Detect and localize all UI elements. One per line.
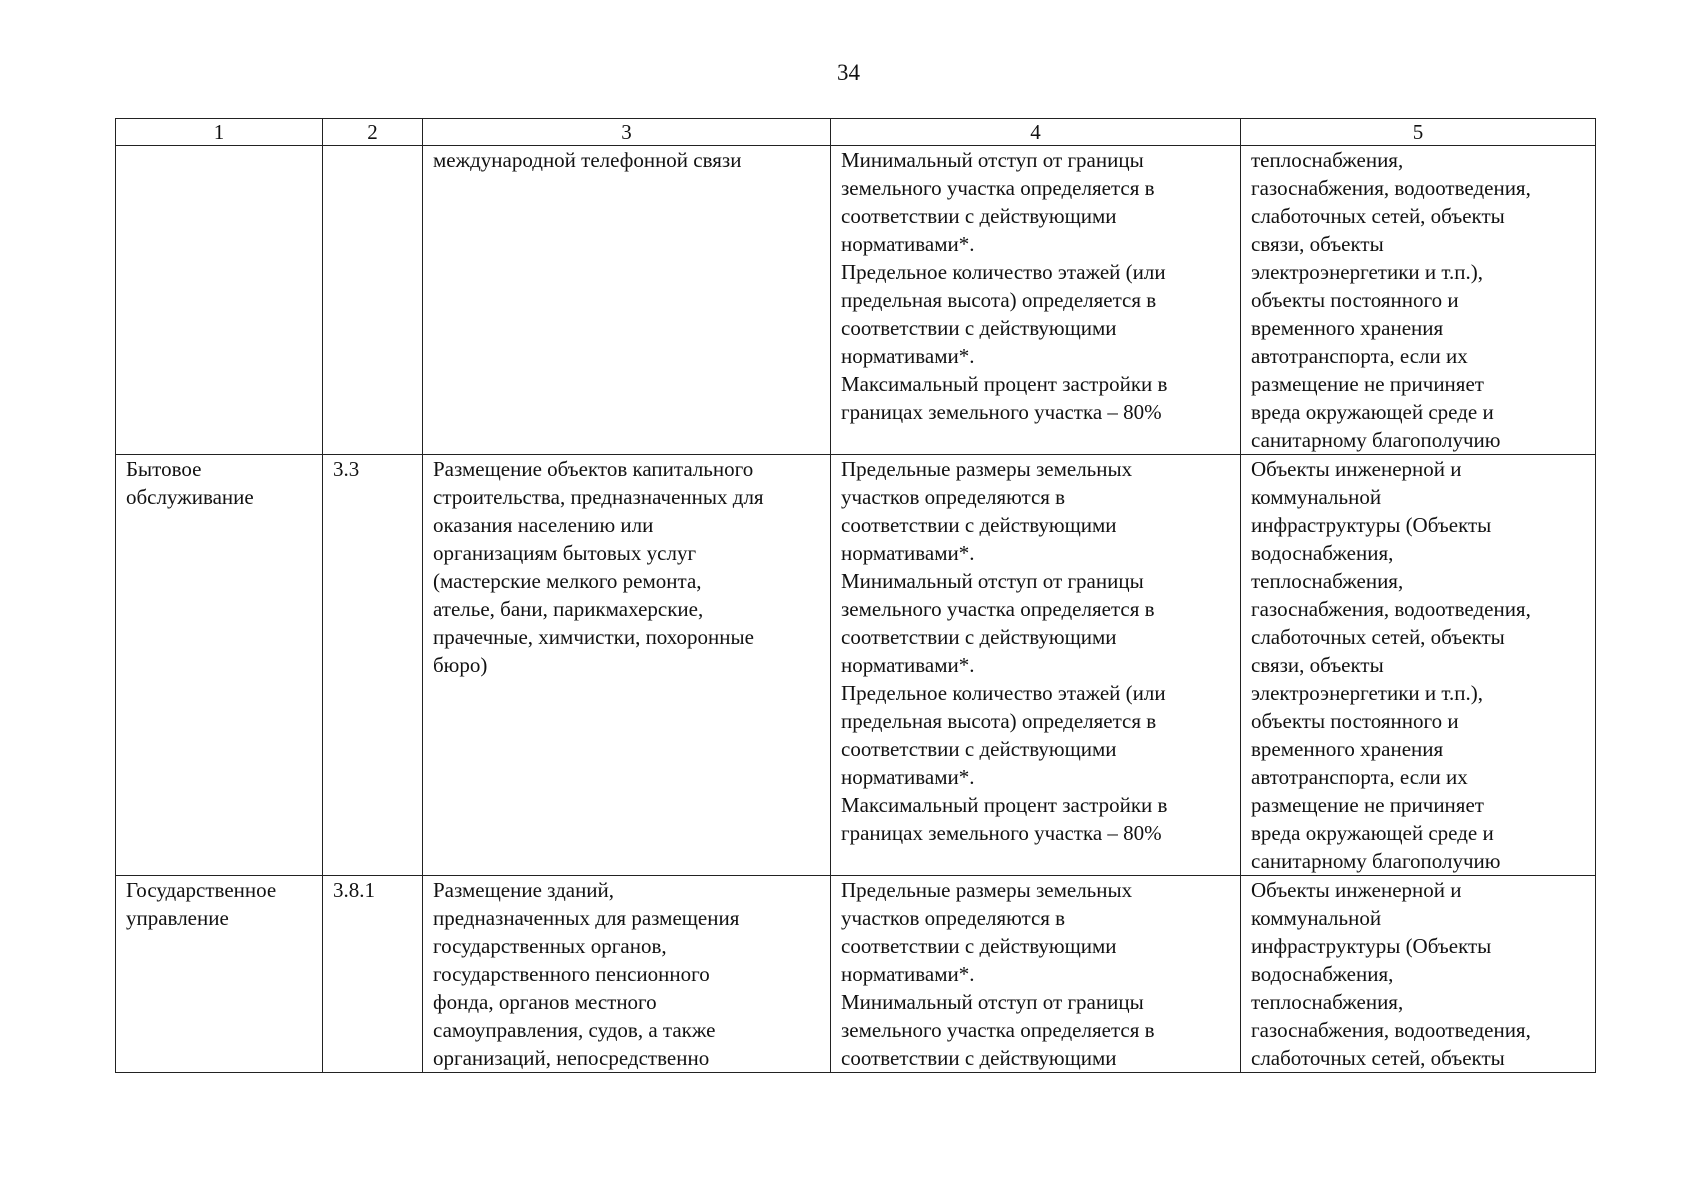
table-row [116, 455, 1596, 876]
use-code: 3.3 [333, 457, 360, 481]
parameters-cell [831, 455, 1241, 876]
use-code-cell [323, 876, 423, 1073]
auxiliary-text: теплоснабжения, газоснабжения, водоотведения, слаботочных сетей, объекты связи, объекты электроэнергетики и т.п.), объекты постоянного и временного хранения автотранспорта, если их размещение не причиняет вреда окружающей среде и санитарному благополучию [1251, 148, 1531, 452]
column-header-4: 4 [831, 119, 1241, 146]
auxiliary-text: Объекты инженерной и коммунальной инфраструктуры (Объекты водоснабжения, теплоснабжения, газоснабжения, водоотведения, слаботочных сетей, объекты [1251, 878, 1531, 1070]
use-name: Государственное управление [126, 878, 277, 930]
page-number: 34 [837, 60, 860, 85]
parameters-cell [831, 876, 1241, 1073]
column-header-2: 2 [323, 119, 423, 146]
use-description: Размещение зданий, предназначенных для размещения государственных органов, государственного пенсионного фонда, органов местного самоуправления, судов, а также организаций, непосредственно [433, 878, 740, 1070]
parameters-cell [831, 146, 1241, 455]
use-name-cell [116, 876, 323, 1073]
use-code-cell [323, 455, 423, 876]
use-description-cell [423, 455, 831, 876]
use-description: международной телефонной связи [433, 148, 742, 172]
use-name: Бытовое обслуживание [126, 457, 254, 509]
column-number-row [116, 119, 1596, 146]
parameters-text: Минимальный отступ от границы земельного участка определяется в соответствии с действующими нормативами*. Предельное количество этажей (или предельная высота) определяется в соответствии с действующими нормативами*. Максимальный процент застройки в границах земельного участка – 80% [841, 148, 1168, 424]
auxiliary-cell [1241, 146, 1596, 455]
use-code-cell [323, 146, 423, 455]
use-description: Размещение объектов капитального строительства, предназначенных для оказания населению или организациям бытовых услуг (мастерские мелкого ремонта, ателье, бани, парикмахерские, прачечные, химчистки, похоронные бюро) [433, 457, 764, 677]
auxiliary-cell [1241, 876, 1596, 1073]
land-use-table [115, 118, 1596, 1073]
use-description-cell [423, 146, 831, 455]
use-name-cell [116, 146, 323, 455]
table-row [116, 146, 1596, 455]
column-header-3: 3 [423, 119, 831, 146]
auxiliary-text: Объекты инженерной и коммунальной инфраструктуры (Объекты водоснабжения, теплоснабжения, газоснабжения, водоотведения, слаботочных сетей, объекты связи, объекты электроэнергетики и т.п.), объекты постоянного и временного хранения автотранспорта, если их размещение не причиняет вреда окружающей среде и санитарному благополучию [1251, 457, 1531, 873]
auxiliary-cell [1241, 455, 1596, 876]
use-name-cell [116, 455, 323, 876]
parameters-text: Предельные размеры земельных участков определяются в соответствии с действующими нормативами*. Минимальный отступ от границы земельного участка определяется в соответствии с действующими нормативами*. Предельное количество этажей (или предельная высота) определяется в соответствии с действующими нормативами*. Максимальный процент застройки в границах земельного участка – 80% [841, 457, 1168, 845]
table-row [116, 876, 1596, 1073]
use-code: 3.8.1 [333, 878, 375, 902]
column-header-5: 5 [1241, 119, 1596, 146]
parameters-text: Предельные размеры земельных участков определяются в соответствии с действующими нормативами*. Минимальный отступ от границы земельного участка определяется в соответствии с действующими [841, 878, 1155, 1070]
column-header-1: 1 [116, 119, 323, 146]
use-description-cell [423, 876, 831, 1073]
